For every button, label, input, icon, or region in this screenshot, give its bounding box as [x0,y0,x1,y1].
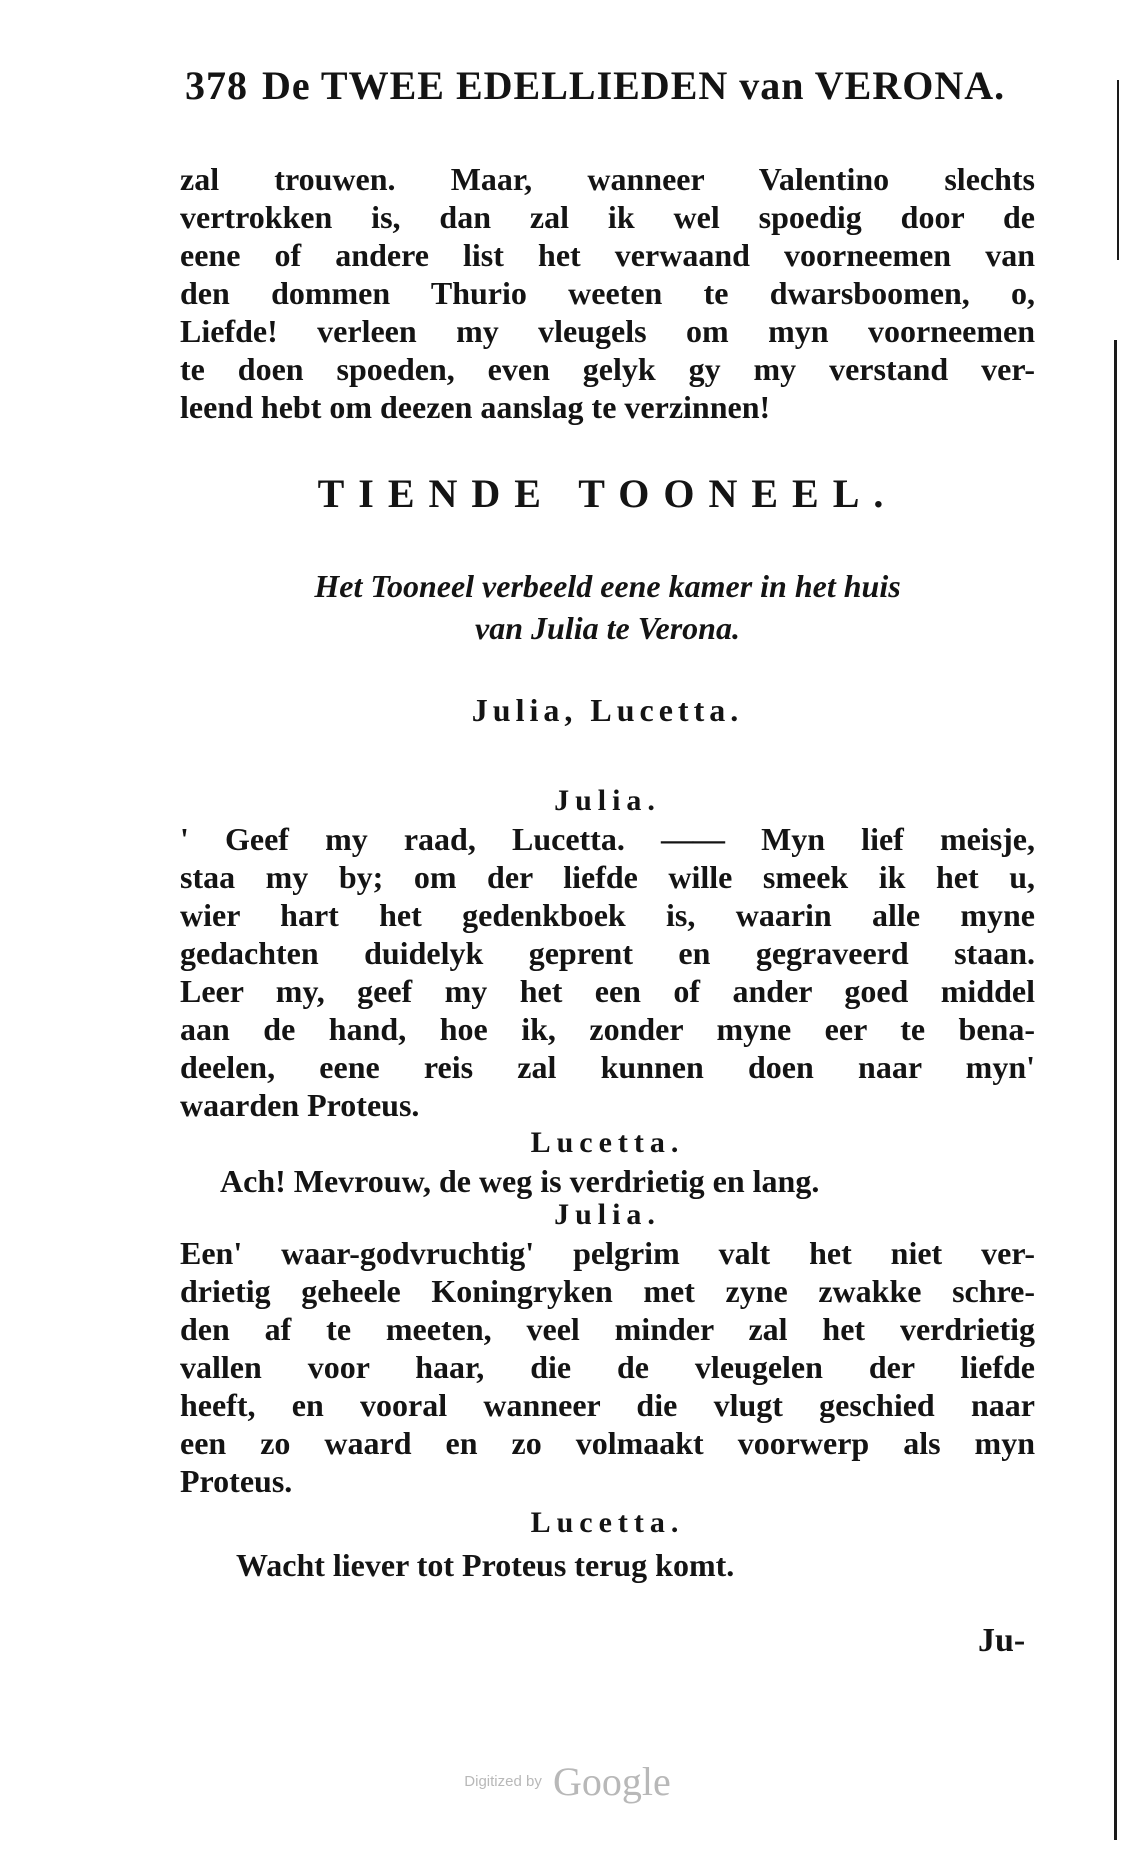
text-line: Liefde! verleen my vleugels om myn voorneemen [180,313,1035,349]
text-line: te doen spoeden, even gelyk gy my verstand ver- [180,351,1035,387]
text-line: aan de hand, hoe ik, zonder myne eer te bena- [180,1011,1035,1047]
page-edge-line [1114,340,1117,1840]
text-line: Ach! Mevrouw, de weg is verdrietig en lang. [220,1163,820,1199]
text-line: Wacht liever tot Proteus terug komt. [236,1547,735,1583]
speaker-name: Julia. [554,784,661,817]
text-line: heeft, en vooral wanneer die vlugt geschied naar [180,1387,1035,1423]
text-line: wier hart het gedenkboek is, waarin alle myne [180,897,1035,933]
text-line: deelen, eene reis zal kunnen doen naar myn' [180,1049,1035,1085]
text-line: den dommen Thurio weeten te dwarsboomen, o, [180,275,1035,311]
text-line: zal trouwen. Maar, wanneer Valentino slechts [180,161,1035,197]
watermark-brand: Google [552,1759,671,1804]
text-line: gedachten duidelyk geprent en gegraveerd staan. [180,935,1035,971]
scene-characters: Julia, Lucetta. [471,692,744,728]
text-line: eene of andere list het verwaand voorneemen van [180,237,1035,273]
speech [236,1546,1016,1584]
scene-setting-line-2: van Julia te Verona. [475,610,740,646]
page-number: 378 [185,63,248,108]
paragraph-opening [180,160,1035,426]
speech [180,1234,1035,1500]
scene-title: TIENDE TOONEEL. [317,471,898,516]
text-line: vallen voor haar, die de vleugelen der liefde [180,1349,1035,1385]
speaker-name: Julia. [554,1198,661,1231]
text-line: den af te meeten, veel minder zal het verdrietig [180,1311,1035,1347]
text-line: waarden Proteus. [180,1087,420,1123]
text-line: ' Geef my raad, Lucetta. —— Myn lief meisje, [180,821,1035,857]
speaker-name: Lucetta. [530,1126,685,1159]
speech [180,820,1035,1124]
text-line: vertrokken is, dan zal ik wel spoedig door de [180,199,1035,235]
text-line: Een' waar-godvruchtig' pelgrim valt het niet ver- [180,1235,1035,1271]
page-edge-line-top [1117,80,1119,260]
watermark-prefix: Digitized by [464,1773,542,1790]
running-header [185,62,1025,122]
text-line: Proteus. [180,1463,293,1499]
text-line: drietig geheele Koningryken met zyne zwakke schre- [180,1273,1035,1309]
text-line: staa my by; om der liefde wille smeek ik het u, [180,859,1035,895]
catchword: Ju- [978,1622,1026,1659]
text-line: een zo waard en zo volmaakt voorwerp als myn [180,1425,1035,1461]
text-line: leend hebt om deezen aanslag te verzinnen! [180,389,771,425]
speaker-name: Lucetta. [530,1506,685,1539]
text-line: Leer my, geef my het een of ander goed middel [180,973,1035,1009]
speech [220,1162,1020,1200]
digitized-watermark [0,1758,1135,1805]
running-title: De TWEE EDELLIEDEN van VERONA. [262,63,1006,108]
scene-setting-line-1: Het Tooneel verbeeld eene kamer in het huis [314,568,901,604]
